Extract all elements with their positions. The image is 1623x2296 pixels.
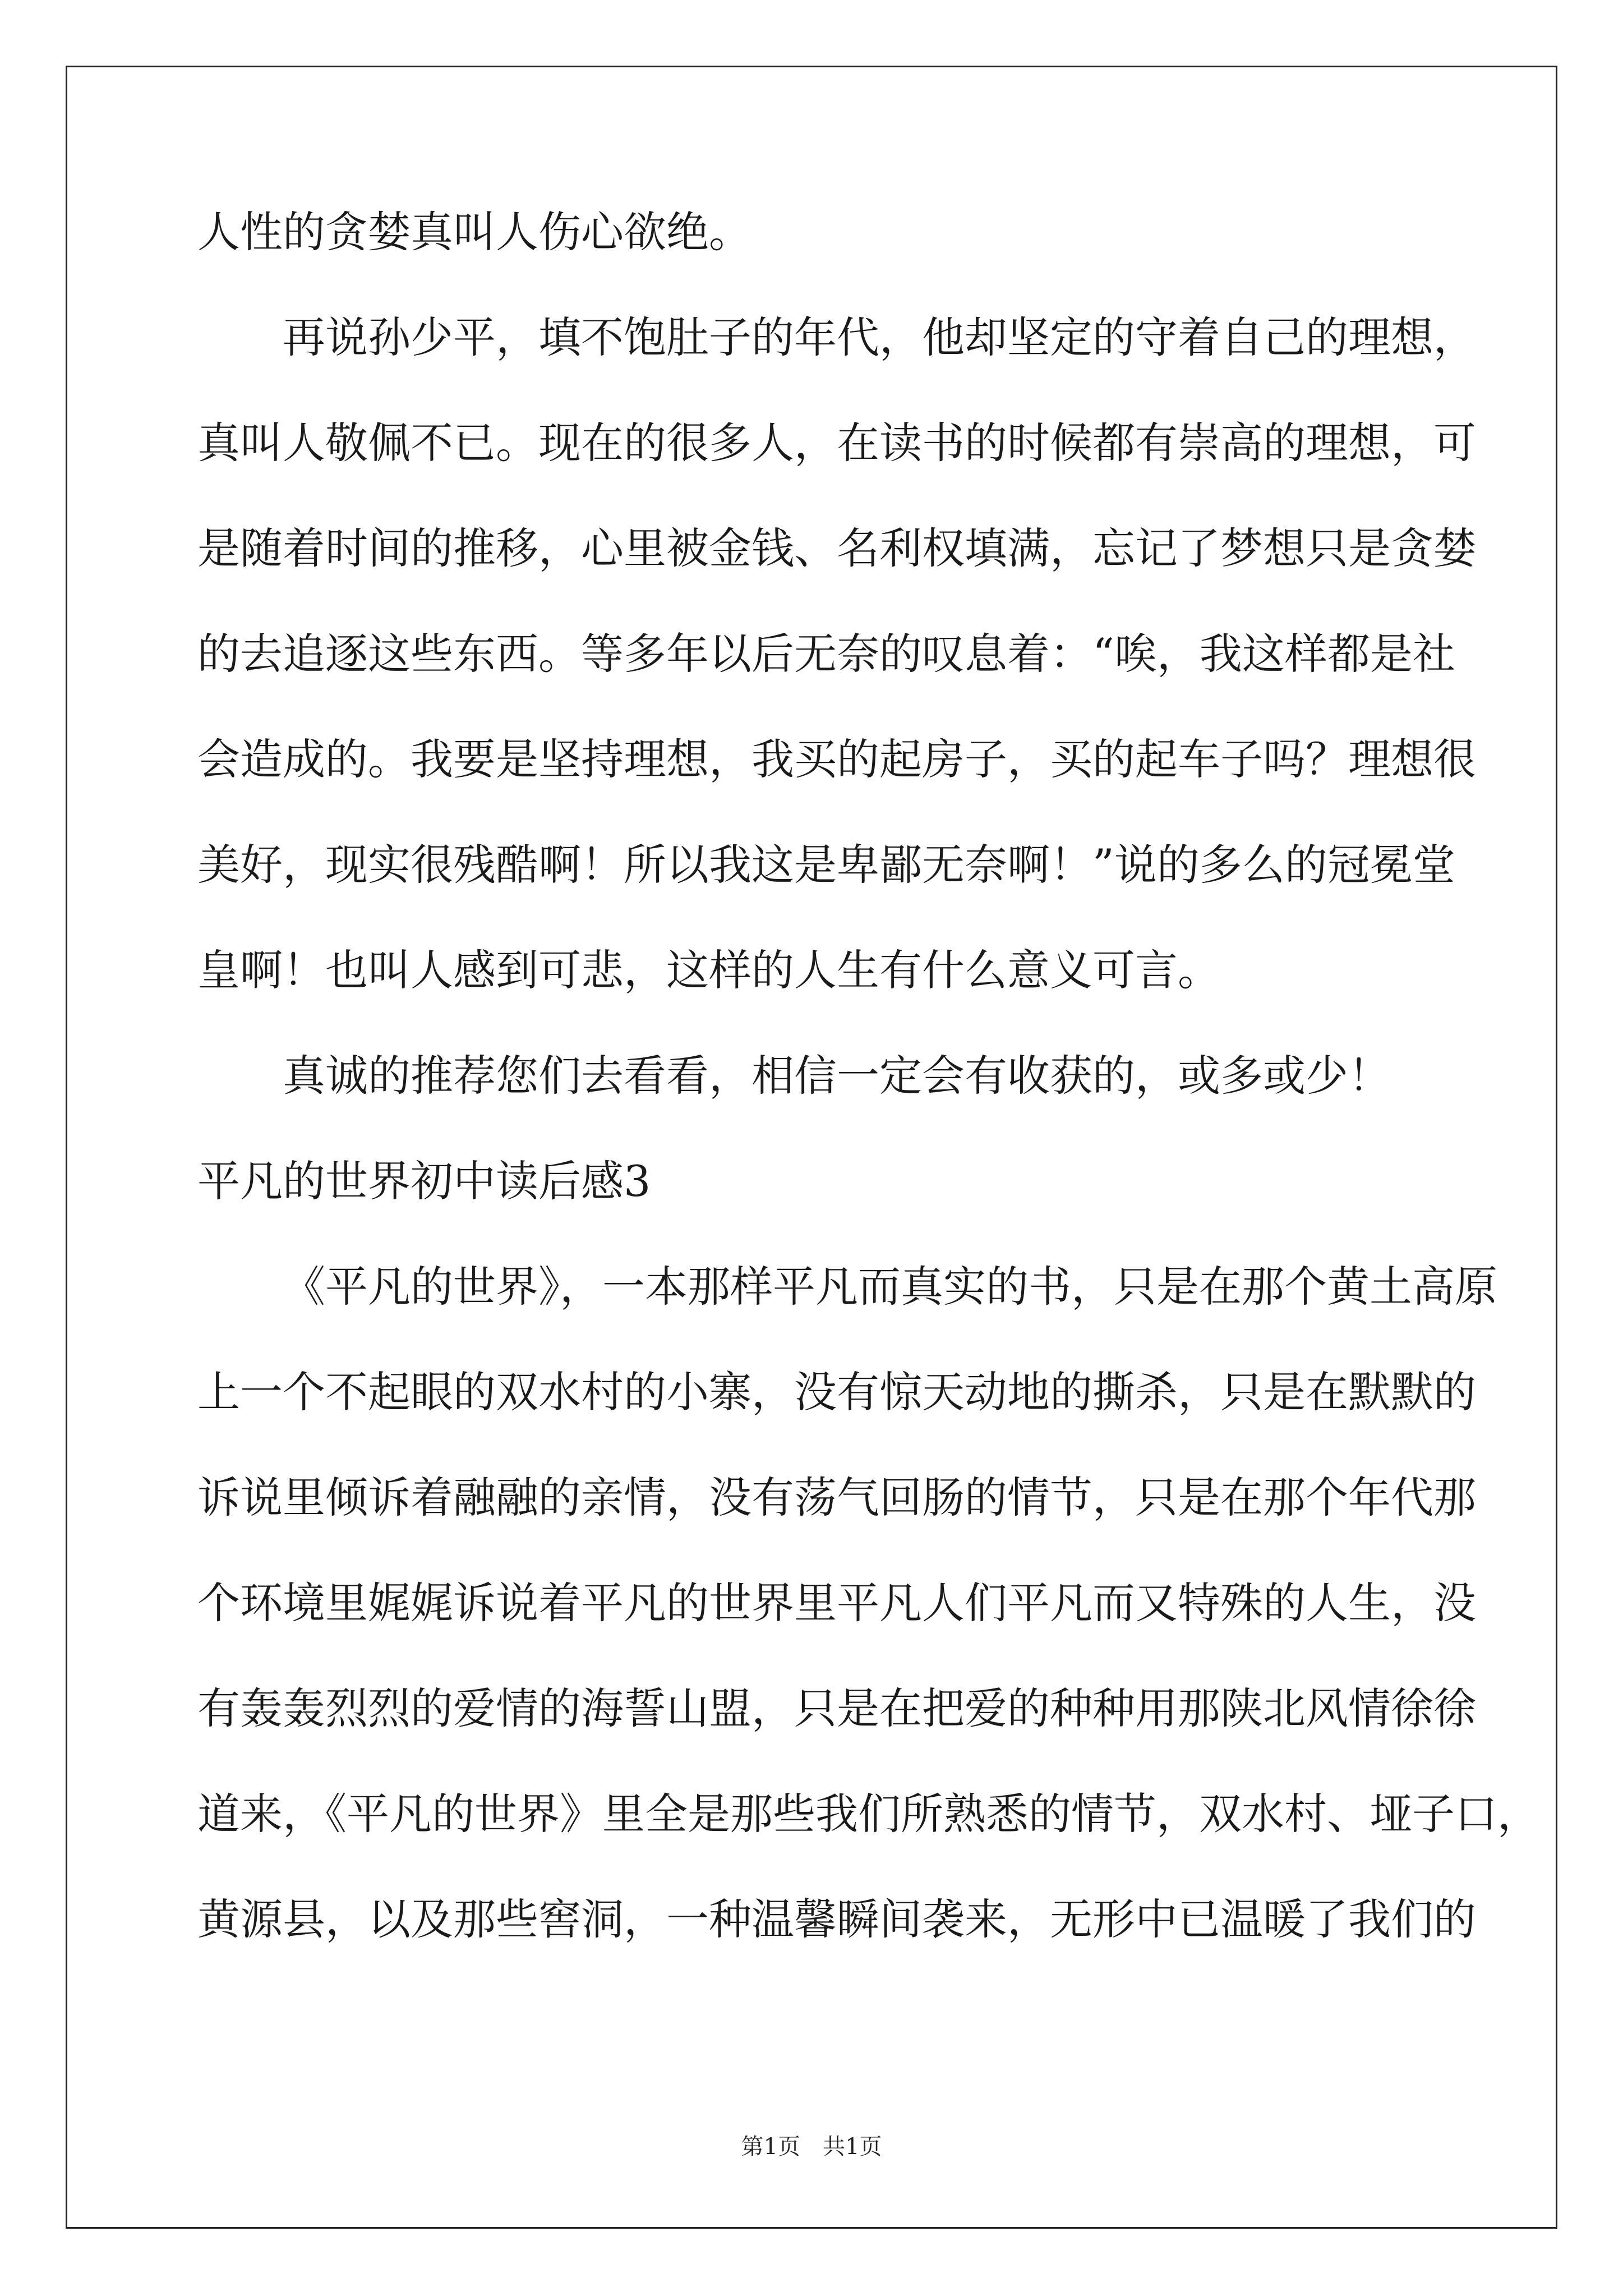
page-number: 第1页	[741, 2134, 800, 2160]
text-line: 的去追逐这些东西。等多年以后无奈的叹息着：“唉，我这样都是社	[197, 629, 1455, 679]
text-line: 美好，现实很残酷啊！所以我这是卑鄙无奈啊！”说的多么的冠冕堂	[197, 840, 1455, 890]
text-line: 有轰轰烈烈的爱情的海誓山盟，只是在把爱的种种用那陕北风情徐徐	[197, 1683, 1476, 1733]
paragraph-first-line: 真诚的推荐您们去看看，相信一定会有收获的，或多或少！	[283, 1051, 1391, 1101]
text-line: 皇啊！也叫人感到可悲，这样的人生有什么意义可言。	[197, 945, 1220, 995]
text-line: 人性的贪婪真叫人伤心欲绝。	[197, 207, 751, 257]
text-line: 是随着时间的推移，心里被金钱、名利权填满，忘记了梦想只是贪婪	[197, 523, 1476, 573]
page-footer	[0, 2129, 1623, 2161]
text-line: 黄源县，以及那些窖洞，一种温馨瞬间袭来，无形中已温暖了我们的	[197, 1894, 1476, 1944]
text-line: 诉说里倾诉着融融的亲情，没有荡气回肠的情节，只是在那个年代那	[197, 1473, 1476, 1522]
text-line: 道来，《平凡的世界》里全是那些我们所熟悉的情节，双水村、垭子口，	[197, 1789, 1540, 1839]
text-line: 个环境里娓娓诉说着平凡的世界里平凡人们平凡而又特殊的人生，没	[197, 1578, 1476, 1628]
text-line: 上一个不起眼的双水村的小寨，没有惊天动地的撕杀，只是在默默的	[197, 1367, 1476, 1417]
text-line: 真叫人敬佩不已。现在的很多人，在读书的时候都有崇高的理想，可	[197, 418, 1476, 468]
text-line: 会造成的。我要是坚持理想，我买的起房子，买的起车子吗？理想很	[197, 734, 1476, 784]
document-body	[197, 180, 1540, 1972]
paragraph-first-line: 《平凡的世界》，一本那样平凡而真实的书，只是在那个黄土高原	[283, 1262, 1497, 1312]
section-heading: 平凡的世界初中读后感3	[197, 1156, 651, 1206]
page-total: 共1页	[823, 2134, 882, 2160]
paragraph-first-line: 再说孙少平，填不饱肚子的年代，他却坚定的守着自己的理想，	[283, 312, 1476, 362]
